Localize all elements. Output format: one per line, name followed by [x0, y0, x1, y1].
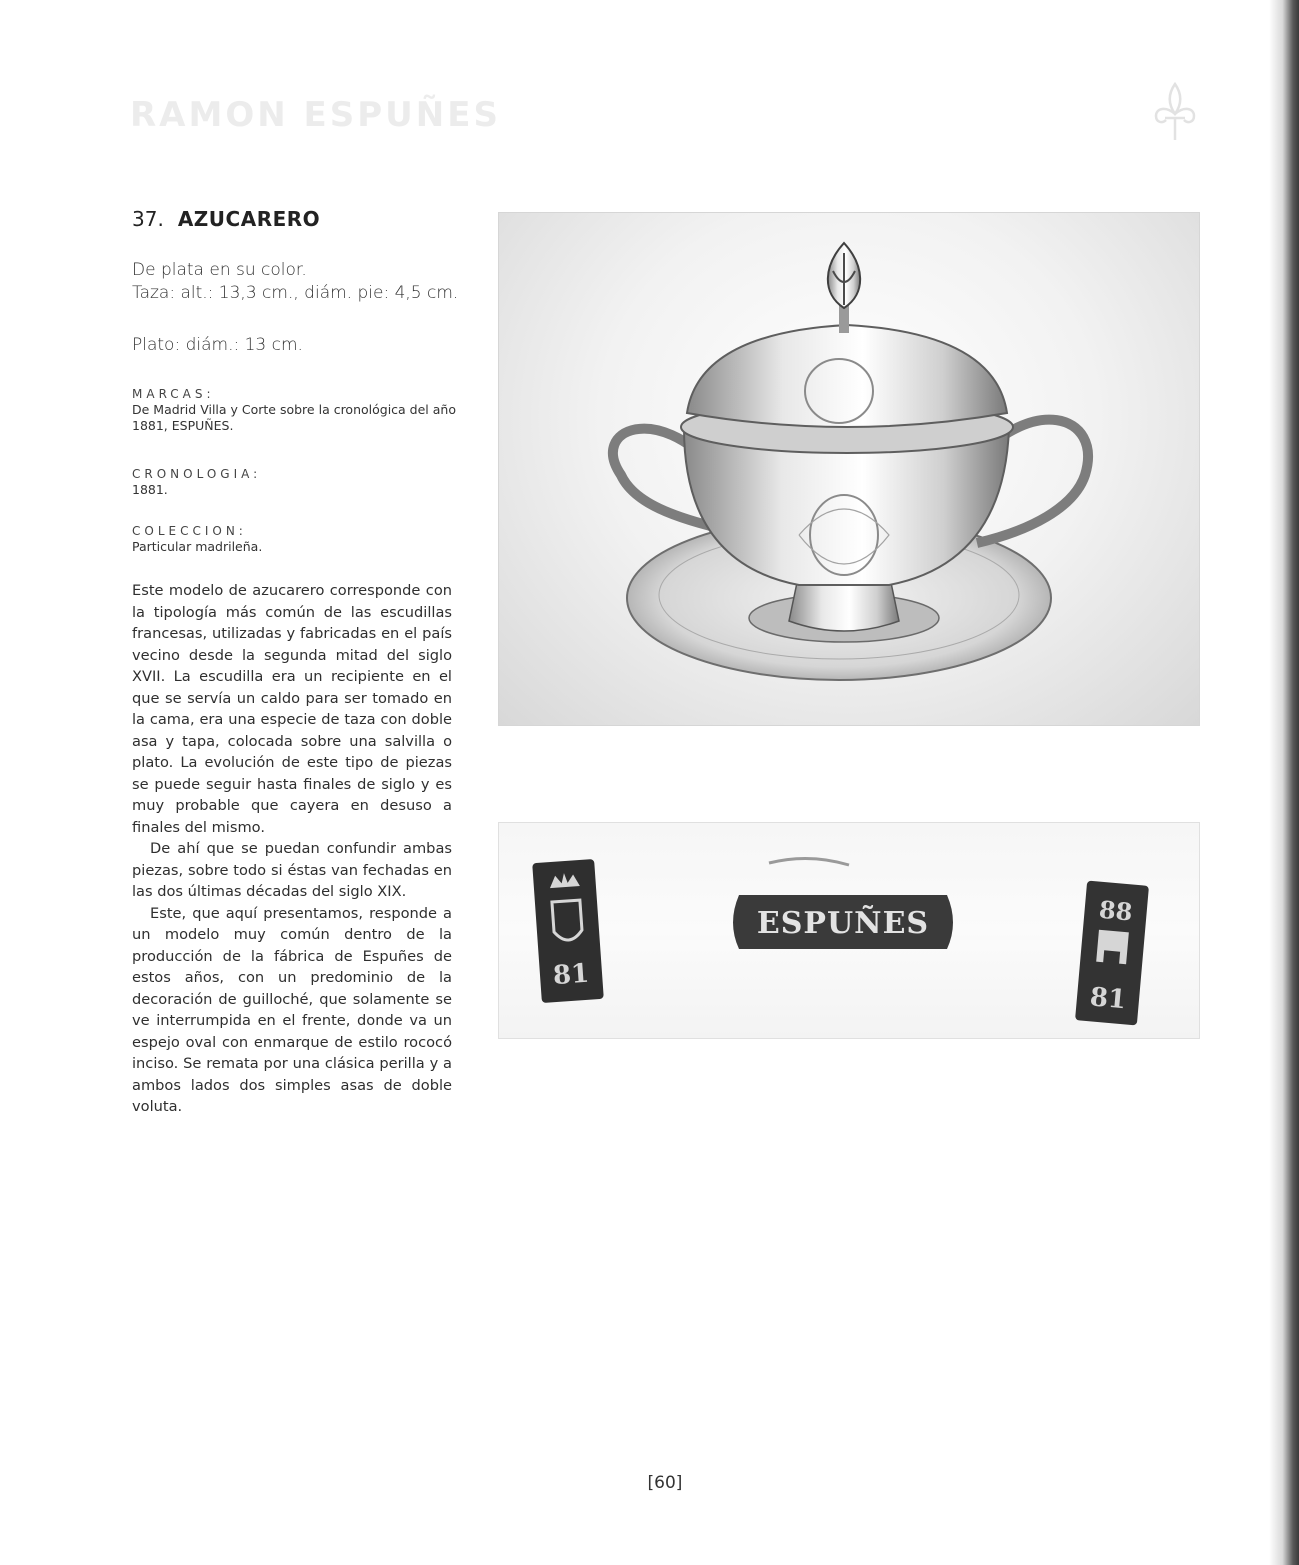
hallmarks-photo — [498, 822, 1200, 1039]
entry-number: 37. — [132, 207, 164, 231]
left-mark-year: 81 — [551, 958, 591, 992]
sugar-bowl-illustration — [499, 213, 1199, 725]
body-paragraph: Este, que aquí presentamos, responde a un modelo muy común dentro de la producción de la fábrica de Espuñes de estos años, con un predominio de la decoración de guilloché, que solamente se ve interrumpida en el frente, donde va un espejo oval con enmarque de estilo rococó inciso. Se remata por una clásica perilla y a ambos lados dos simples asas de doble voluta. — [132, 904, 452, 1115]
page-edge-shadow — [1269, 0, 1299, 1565]
fleur-de-lis-icon — [1152, 80, 1198, 144]
maker-mark-text: ESPUÑES — [756, 906, 930, 941]
cronologia-label: CRONOLOGIA: — [132, 467, 262, 481]
madrid-hallmark-right — [1075, 881, 1149, 1026]
entry-description — [132, 259, 472, 305]
marcas-section — [132, 386, 472, 434]
maker-hallmark — [733, 858, 953, 949]
marcas-value: De Madrid Villa y Corte sobre la cronológica del año 1881, ESPUÑES. — [132, 402, 456, 433]
material-text: De plata en su color. — [132, 260, 307, 280]
right-mark-year: 81 — [1088, 982, 1128, 1016]
entry-body — [132, 580, 452, 1118]
page-number: [60] — [647, 1473, 683, 1493]
entry-name: AZUCARERO — [177, 207, 321, 231]
coleccion-section — [132, 523, 472, 555]
hallmarks-illustration — [499, 823, 1199, 1038]
marcas-label: MARCAS: — [132, 387, 215, 401]
body-paragraph: Este modelo de azucarero corresponde con la tipología más común de las escudillas francesas, utilizadas y fabricadas en el país vecino desde la segunda mitad del siglo XVII. La escudilla era un recipiente en el que se servía un caldo para ser tomado en la cama, era una especie de taza con doble asa y tapa, colocada sobre una salvilla o plato. La evolución de este tipo de piezas se puede seguir hasta finales de siglo y es muy probable que cayera en desuso a finales del mismo. — [132, 582, 452, 836]
sugar-bowl-photo — [498, 212, 1200, 726]
madrid-hallmark-left — [532, 859, 604, 1003]
plate-dimensions-text: Plato: diám.: 13 cm. — [132, 335, 303, 355]
entry-title — [132, 207, 320, 231]
cronologia-value: 1881. — [132, 482, 168, 497]
cup-dimensions-text: Taza: alt.: 13,3 cm., diám. pie: 4,5 cm. — [132, 283, 459, 303]
running-header: RAMON ESPUÑES — [130, 95, 501, 135]
body-paragraph: De ahí que se puedan confundir ambas piezas, sobre todo si éstas van fechadas en las dos últimas décadas del siglo XIX. — [132, 840, 452, 900]
coleccion-value: Particular madrileña. — [132, 539, 263, 554]
right-mark-top: 88 — [1097, 894, 1134, 927]
coleccion-label: COLECCION: — [132, 524, 247, 538]
cronologia-section — [132, 466, 472, 498]
